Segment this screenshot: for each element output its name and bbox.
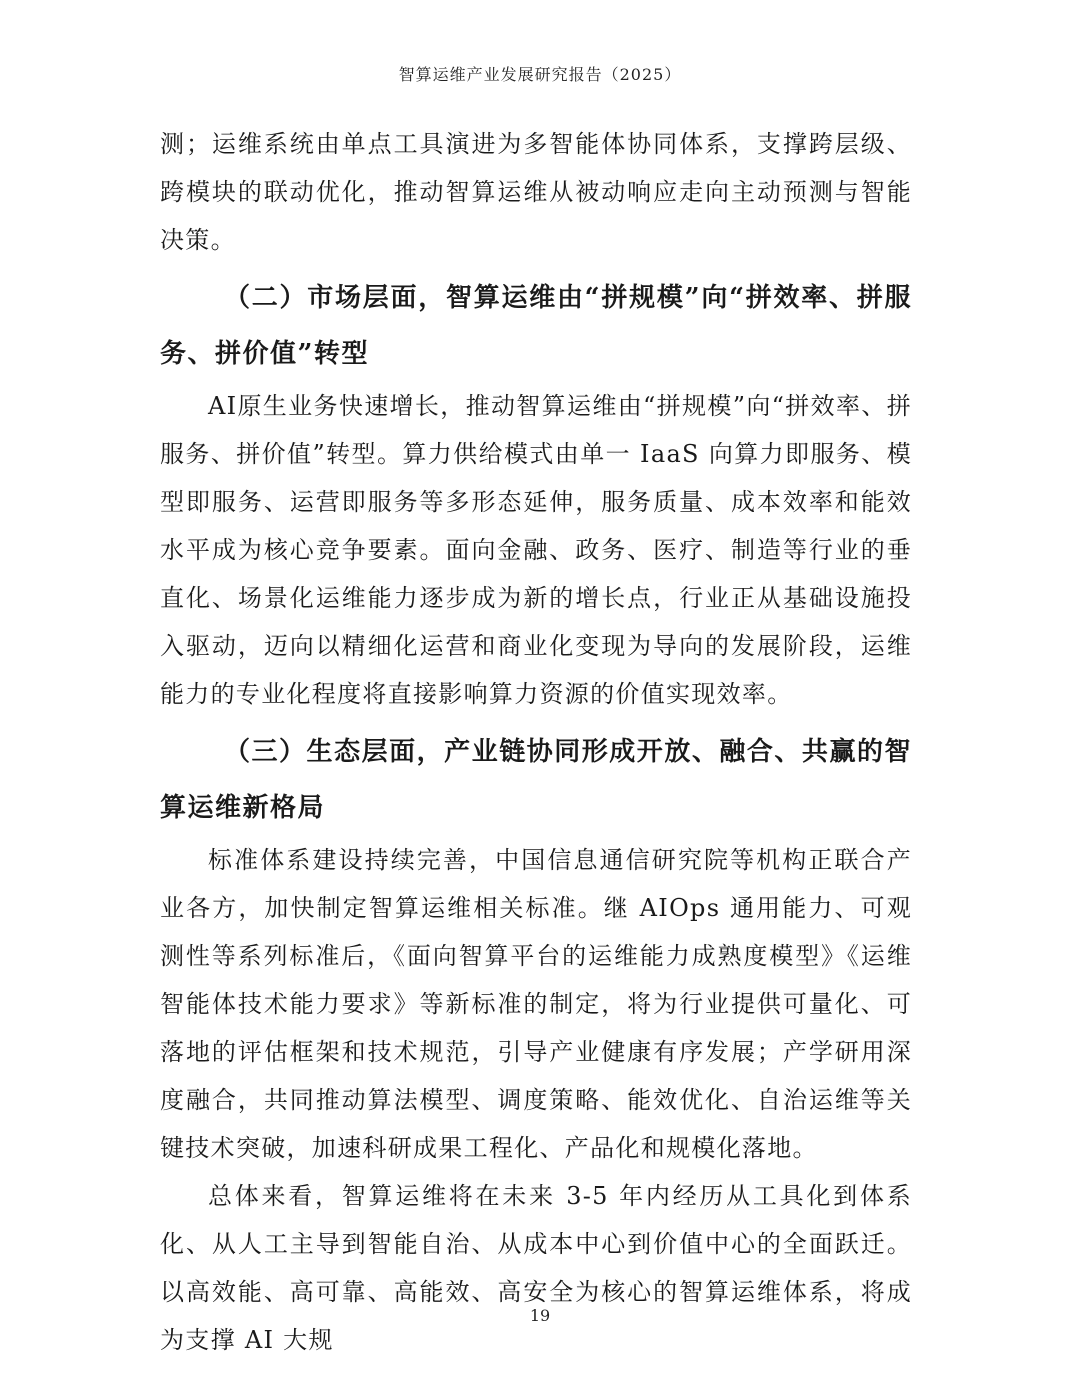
intro-continuation-paragraph: 测；运维系统由单点工具演进为多智能体协同体系，支撑跨层级、跨模块的联动优化，推动智算运维从被动响应走向主动预测与智能决策。: [160, 130, 912, 254]
page-body: [160, 120, 912, 1364]
market-paragraph: AI原生业务快速增长，推动智算运维由“拼规模”向“拼效率、拼服务、拼价值”转型。算力供给模式由单一 IaaS 向算力即服务、模型即服务、运营即服务等多形态延伸，服务质量、成本效率和能效水平成为核心竞争要素。面向金融、政务、医疗、制造等行业的垂直化、场景化运维能力逐步成为新的增长点，行业正从基础设施投入驱动，迈向以精细化运营和商业化变现为导向的发展阶段，运维能力的专业化程度将直接影响算力资源的价值实现效率。: [160, 392, 912, 708]
ecosystem-paragraph: 标准体系建设持续完善，中国信息通信研究院等机构正联合产业各方，加快制定智算运维相关标准。继 AIOps 通用能力、可观测性等系列标准后，《面向智算平台的运维能力成熟度模型》《运维智能体技术能力要求》等新标准的制定，将为行业提供可量化、可落地的评估框架和技术规范，引导产业健康有序发展；产学研用深度融合，共同推动算法模型、调度策略、能效优化、自治运维等关键技术突破，加速科研成果工程化、产品化和规模化落地。: [160, 846, 912, 1162]
page-number: 19: [529, 1306, 551, 1325]
running-header: 智算运维产业发展研究报告（2025）: [398, 65, 682, 84]
section-heading-market: （二）市场层面，智算运维由“拼规模”向“拼效率、拼服务、拼价值”转型: [160, 283, 912, 369]
section-heading-ecosystem: （三）生态层面，产业链协同形成开放、融合、共赢的智算运维新格局: [160, 737, 912, 823]
summary-paragraph: 总体来看，智算运维将在未来 3-5 年内经历从工具化到体系化、从人工主导到智能自治、从成本中心到价值中心的全面跃迁。以高效能、高可靠、高能效、高安全为核心的智算运维体系，将成为支撑 AI 大规: [160, 1182, 912, 1354]
